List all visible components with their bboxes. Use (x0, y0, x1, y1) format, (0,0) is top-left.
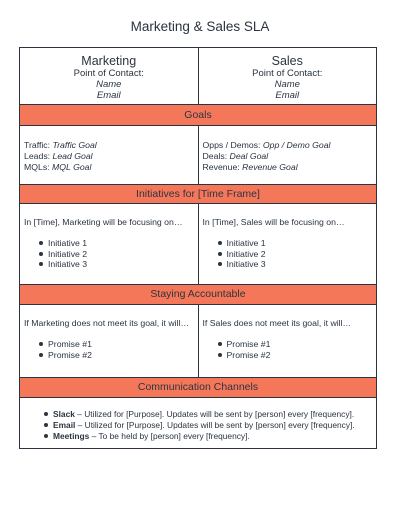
bullet-icon (218, 241, 222, 245)
initiatives-intro: In [Time], Marketing will be focusing on… (24, 217, 183, 227)
bullet-icon (39, 252, 43, 256)
contact-email: Email (96, 90, 121, 101)
accountable-heading: Staying Accountable (20, 284, 376, 305)
list-item-text: Initiative 2 (48, 248, 88, 259)
contact-name: Name (274, 79, 300, 90)
list-item (218, 238, 377, 249)
list-item-text: Initiative 1 (48, 238, 88, 248)
goal-label: Deals: (202, 151, 230, 161)
list-item-text: Promise #2 (48, 349, 92, 360)
marketing-accountable (20, 305, 199, 377)
goal-label: Opps / Demos: (202, 140, 263, 150)
point-of-contact-label: Point of Contact: (73, 68, 144, 79)
list-item-text: Promise #2 (226, 349, 271, 360)
document-title: Marketing & Sales SLA (130, 19, 270, 34)
marketing-initiatives (20, 204, 199, 284)
goal-value: Traffic Goal (52, 140, 97, 150)
goal-line (203, 162, 377, 173)
list-item (44, 409, 376, 420)
accountable-row (20, 305, 376, 377)
bullet-icon (218, 262, 222, 266)
dept-name: Marketing (81, 54, 137, 68)
header-row (20, 48, 376, 104)
bullet-icon (39, 241, 43, 245)
bullet-icon (39, 262, 43, 266)
promise-list (203, 339, 377, 360)
goal-line (203, 151, 377, 162)
initiatives-list (203, 238, 377, 270)
list-item (218, 350, 377, 361)
channel-name: Meetings (53, 431, 90, 441)
channel-text: – Utilized for [Purpose]. Updates will be sent by [person] every [frequency]. (75, 420, 355, 430)
bullet-icon (44, 412, 48, 416)
list-item (39, 350, 198, 361)
accountable-intro: If Marketing does not meet its goal, it will… (24, 318, 190, 328)
dept-name: Sales (271, 54, 303, 68)
goal-line (24, 140, 198, 151)
channel-text: – To be held by [person] every [frequency]. (89, 431, 250, 441)
marketing-header (20, 48, 199, 104)
sales-initiatives (199, 204, 377, 284)
bullet-icon (39, 353, 43, 357)
list-item (39, 249, 198, 260)
marketing-goals (20, 126, 199, 184)
channel-text: – Utilized for [Purpose]. Updates will be sent by [person] every [frequency]. (74, 409, 355, 419)
list-item-text: Promise #1 (48, 339, 92, 349)
goal-value: Deal Goal (229, 151, 269, 161)
bullet-icon (218, 342, 222, 346)
initiatives-heading: Initiatives for [Time Frame] (20, 184, 376, 204)
list-item (44, 431, 376, 442)
list-item (218, 259, 377, 270)
list-item-text: Initiative 3 (48, 259, 88, 269)
list-item-text: Promise #1 (226, 339, 271, 349)
channel-name: Email (53, 420, 76, 430)
goal-value: Revenue Goal (242, 162, 298, 172)
goal-line (203, 140, 377, 151)
communication-heading: Communication Channels (20, 377, 376, 398)
list-item (39, 238, 198, 249)
list-item-text: Initiative 1 (226, 238, 266, 248)
sales-header (199, 48, 377, 104)
list-item (39, 339, 198, 350)
goal-label: Revenue: (202, 162, 243, 172)
goal-label: Leads: (24, 151, 53, 161)
promise-list (24, 339, 198, 360)
point-of-contact-label: Point of Contact: (252, 68, 323, 79)
goal-value: MQL Goal (52, 162, 92, 172)
goals-heading: Goals (20, 104, 376, 126)
contact-email: Email (275, 90, 300, 101)
initiatives-list (24, 238, 198, 270)
contact-name: Name (96, 79, 122, 90)
list-item-text: Initiative 3 (226, 259, 266, 269)
list-item (44, 420, 376, 431)
channel-name: Slack (53, 409, 75, 419)
bullet-icon (218, 353, 222, 357)
goal-value: Opp / Demo Goal (262, 140, 331, 150)
bullet-icon (44, 423, 48, 427)
bullet-icon (39, 342, 43, 346)
list-item (218, 249, 377, 260)
list-item (39, 259, 198, 270)
goal-line (24, 162, 198, 173)
goal-line (24, 151, 198, 162)
channel-list (44, 409, 376, 442)
list-item (218, 339, 377, 350)
goals-row (20, 126, 376, 184)
accountable-intro: If Sales does not meet its goal, it will… (202, 318, 352, 328)
communication-row (20, 398, 376, 448)
goal-label: MQLs: (24, 162, 52, 172)
list-item-text: Initiative 2 (226, 248, 266, 259)
sales-goals (199, 126, 377, 184)
bullet-icon (44, 434, 48, 438)
sales-accountable (199, 305, 377, 377)
sla-table (19, 47, 377, 449)
initiatives-row (20, 204, 376, 284)
initiatives-intro: In [Time], Sales will be focusing on… (202, 217, 345, 227)
goal-label: Traffic: (24, 140, 53, 150)
goal-value: Lead Goal (52, 151, 93, 161)
bullet-icon (218, 252, 222, 256)
